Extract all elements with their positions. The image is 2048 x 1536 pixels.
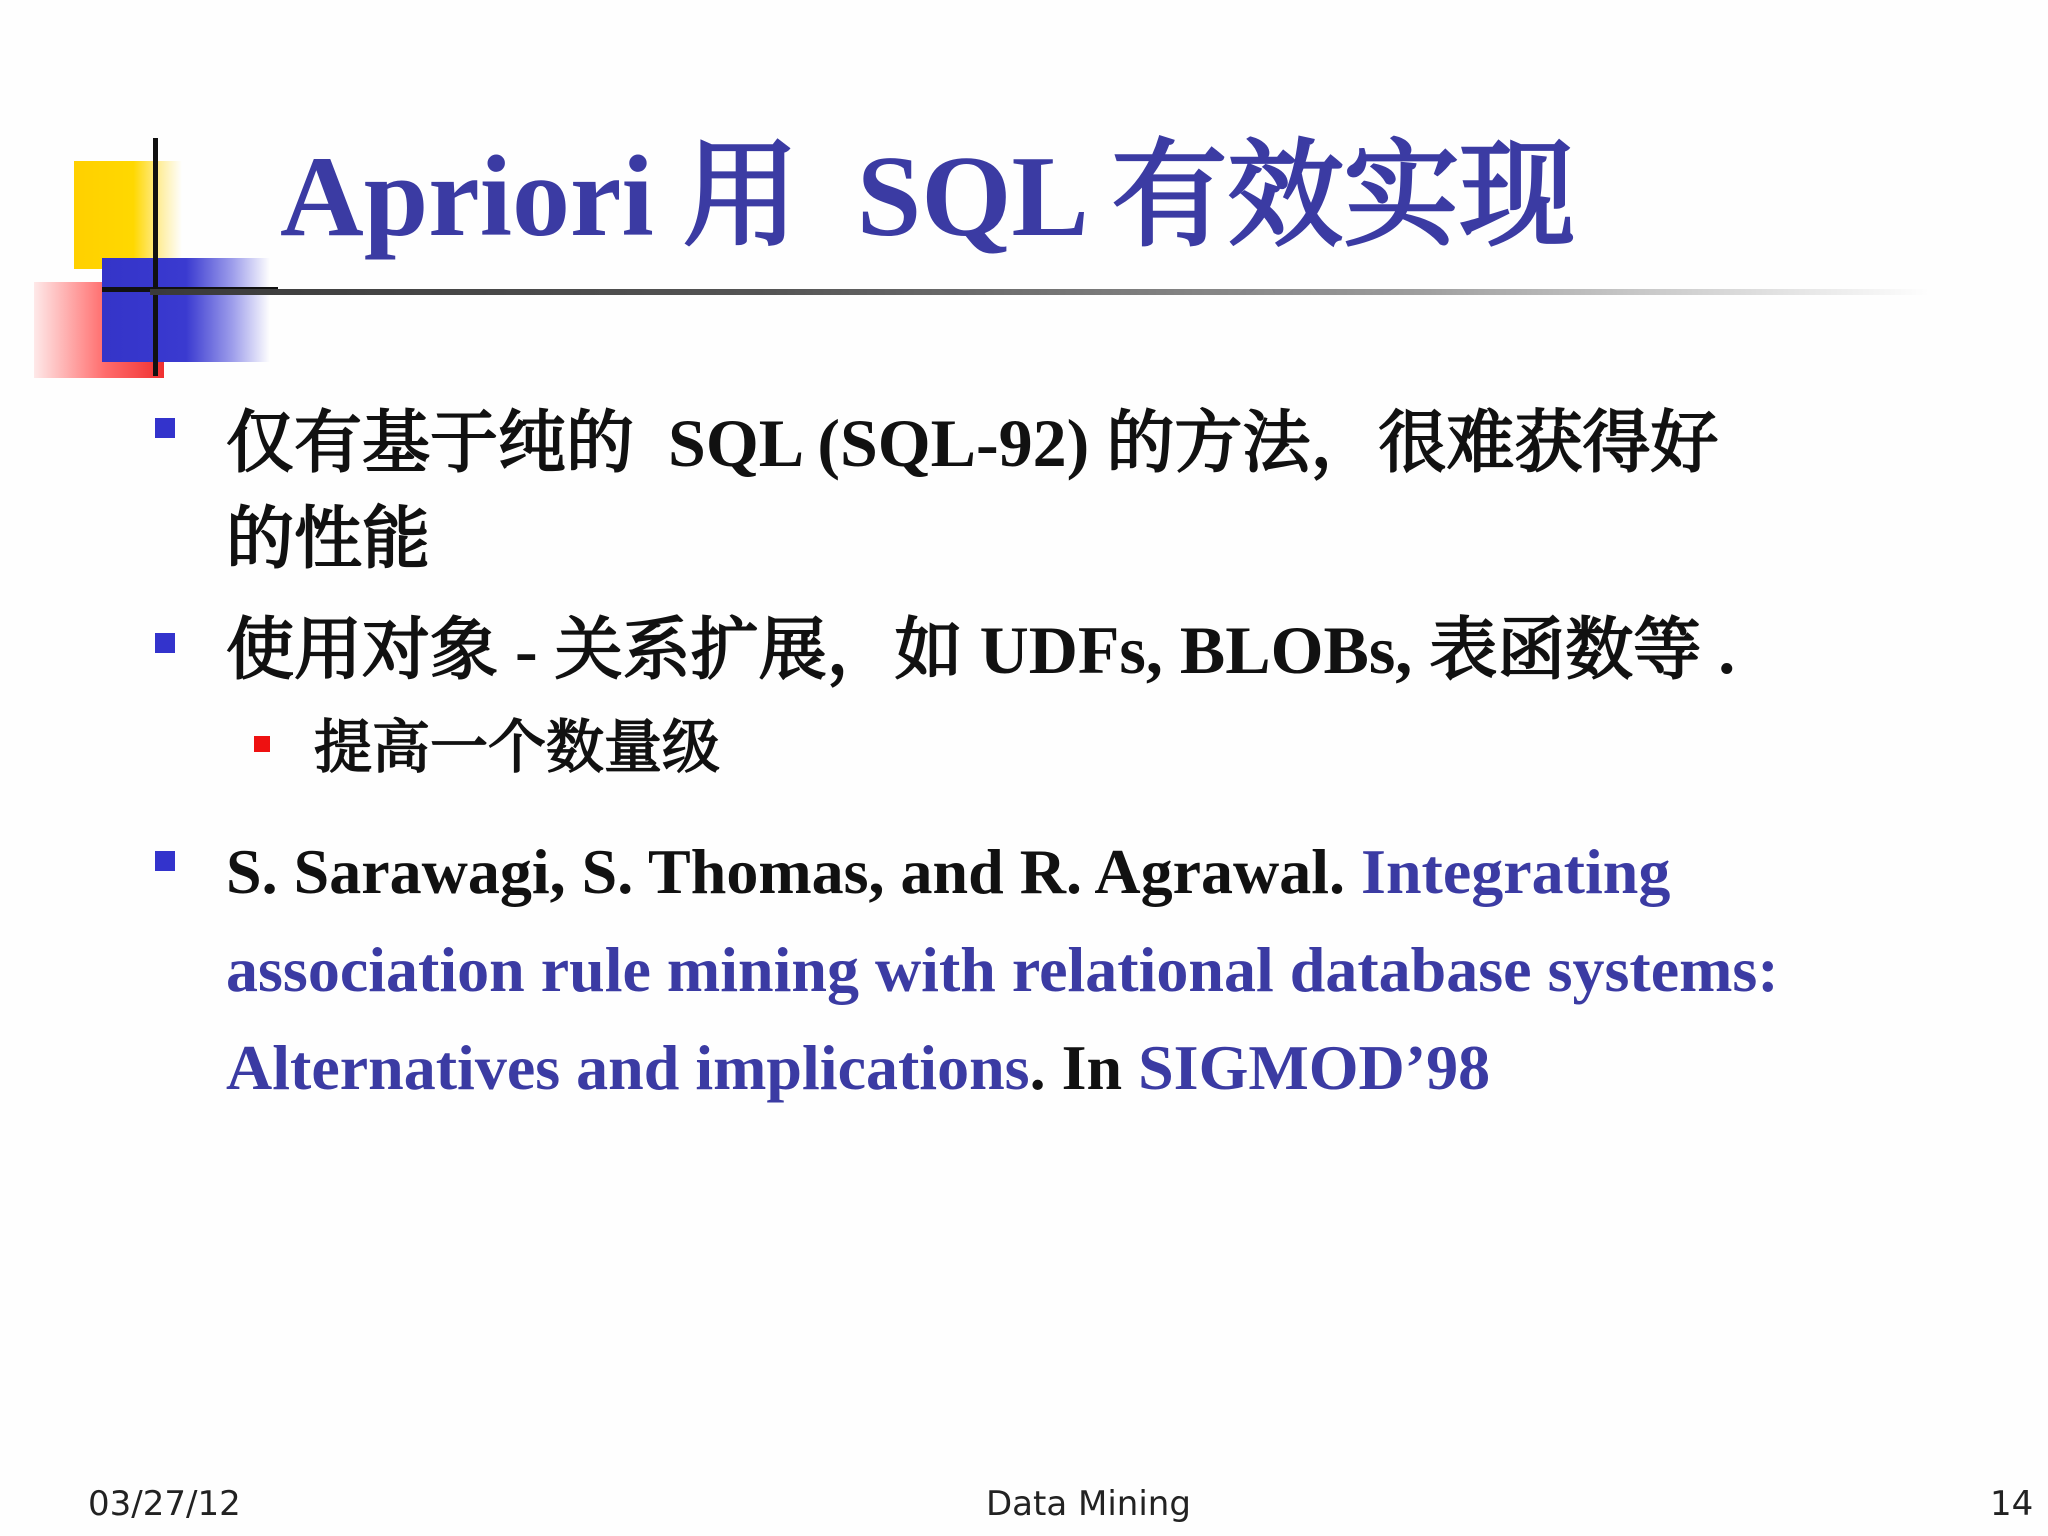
bullet-square-icon [155, 633, 175, 653]
bullet-square-icon [155, 418, 175, 438]
reference-title-part-2: association rule mining with relational database systems: [226, 934, 1779, 1005]
footer-page-number: 14 [1990, 1484, 2034, 1524]
footer-title: Data Mining [986, 1484, 1191, 1524]
bullet-1-line-2: 的性能 [226, 501, 431, 577]
slide-title: Apriori 用 SQL 有效实现 [280, 133, 1576, 261]
logo-blue-block [102, 258, 270, 362]
reference-venue: SIGMOD’98 [1138, 1032, 1491, 1103]
reference-title-part-3: Alternatives and implications [226, 1032, 1030, 1103]
bullet-square-icon [155, 851, 175, 871]
reference-in: . In [1029, 1032, 1139, 1103]
bullet-1-line-1: 仅有基于纯的 SQL (SQL-92) 的方法，很难获得好 [226, 405, 1719, 481]
bullet-1 [226, 395, 1718, 587]
sub-bullet-1: 提高一个数量级 [314, 715, 721, 780]
reference-authors: S. Sarawagi, S. Thomas, and R. Agrawal. [226, 836, 1362, 907]
bullet-2: 使用对象 - 关系扩展，如 UDFs, BLOBs, 表函数等 . [226, 612, 1736, 688]
logo-yellow-block [74, 161, 182, 269]
bullet-3-reference [226, 823, 1779, 1117]
title-underline-rule [150, 289, 1930, 295]
footer-date: 03/27/12 [88, 1484, 241, 1524]
reference-title-part-1: Integrating [1361, 836, 1671, 907]
sub-bullet-square-icon [254, 736, 270, 752]
logo-vertical-line [153, 138, 158, 376]
